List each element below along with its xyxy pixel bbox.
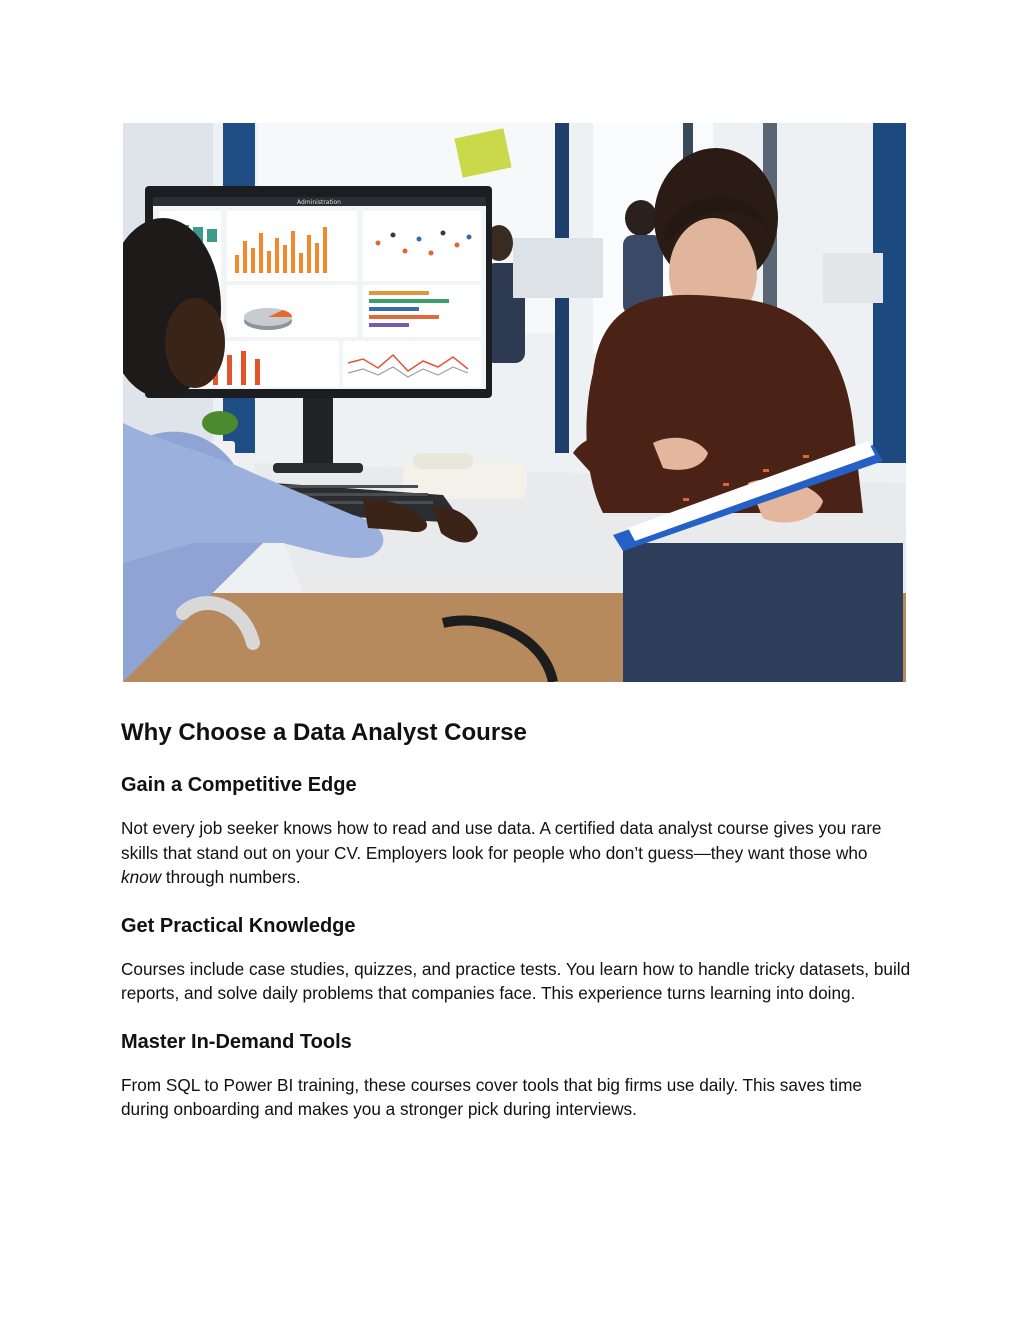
- monitor-title: Administration: [297, 199, 341, 206]
- section-body-practical-knowledge: Courses include case studies, quizzes, and practice tests. You learn how to handle tricky datasets, build reports, and solve daily problems that companies face. This experience turns learning into doing.: [121, 958, 911, 1003]
- article-title: Why Choose a Data Analyst Course: [121, 719, 527, 746]
- office-scene-illustration: [123, 123, 906, 682]
- section-heading-in-demand-tools: Master In-Demand Tools: [121, 1030, 352, 1053]
- section-body-in-demand-tools: From SQL to Power BI training, these courses cover tools that big firms use daily. This saves time during onboarding and makes you a stronger pick during interviews.: [121, 1074, 862, 1119]
- hero-photo: [123, 123, 906, 682]
- emphasis-text: know: [121, 867, 162, 887]
- section-body-competitive-edge: [121, 816, 911, 890]
- article: [121, 715, 911, 1143]
- section-heading-practical-knowledge: Get Practical Knowledge: [121, 914, 356, 937]
- body-text: Not every job seeker knows how to read and use data. A certified data analyst course gives you rare skills that stand out on your CV. Employers look for people who don’t guess—they want those who: [121, 818, 882, 863]
- section-heading-competitive-edge: Gain a Competitive Edge: [121, 774, 357, 796]
- body-text-end: through numbers.: [161, 867, 301, 887]
